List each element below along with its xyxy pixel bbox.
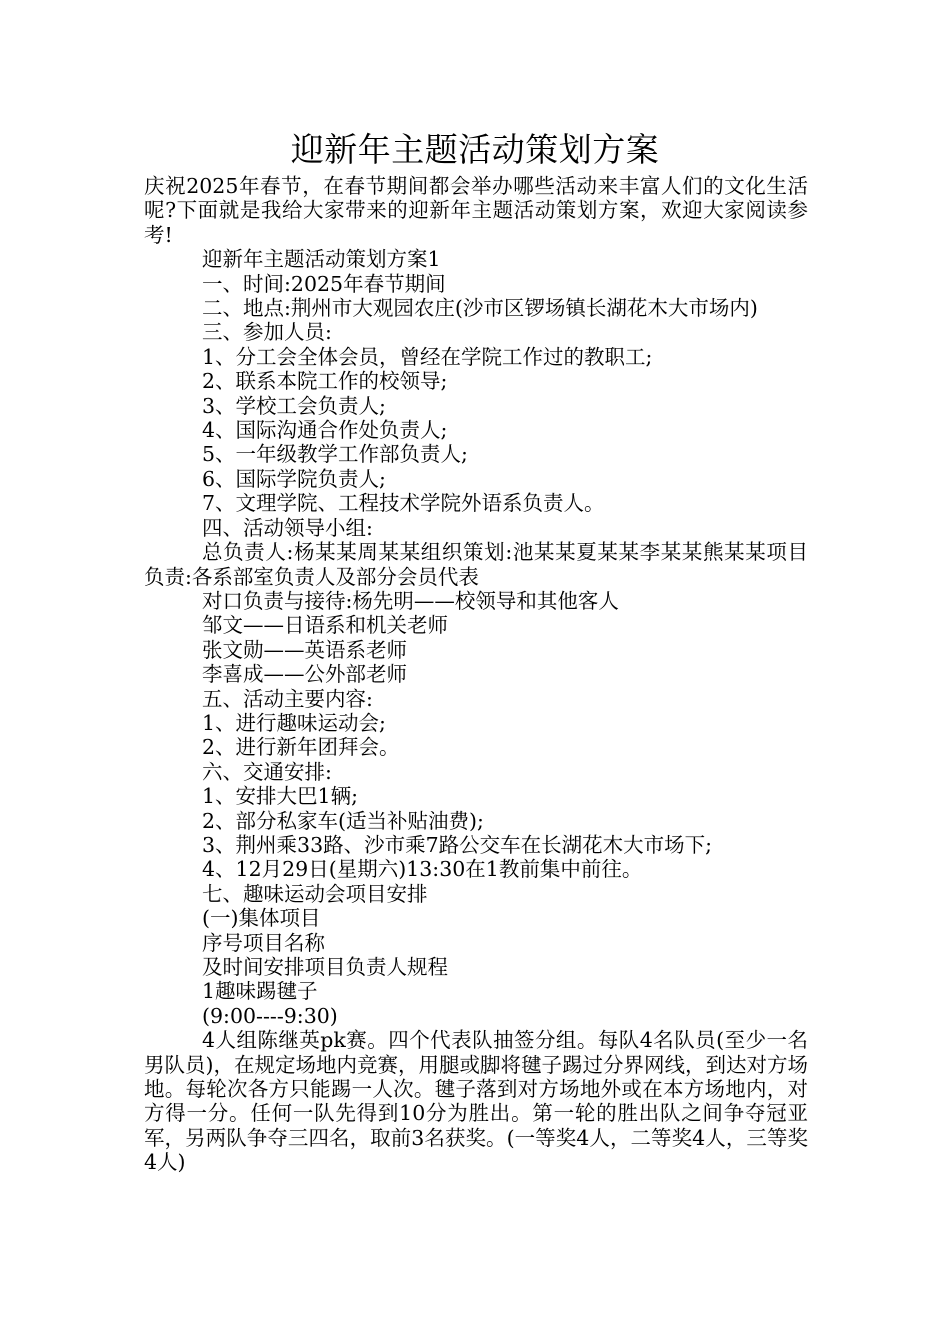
plan-heading: 迎新年主题活动策划方案1 [202, 247, 441, 272]
document-body [144, 174, 808, 1175]
list-item: 6、国际学院负责人; [202, 466, 386, 491]
list-item: 2、联系本院工作的校领导; [202, 369, 448, 394]
table-header-line: 序号项目名称 [202, 930, 325, 955]
game-item-name: 1趣味踢毽子 [202, 979, 318, 1004]
section-leadership: 四、活动领导小组: [202, 515, 373, 540]
section-content: 五、活动主要内容: [202, 686, 373, 711]
game-item-time: (9:00----9:30) [202, 1003, 338, 1028]
list-item: 5、一年级教学工作部负责人; [202, 442, 468, 467]
section-games: 七、趣味运动会项目安排 [202, 881, 428, 906]
list-item: 1、分工会全体会员，曾经在学院工作过的教职工; [202, 344, 653, 369]
list-item: 4、国际沟通合作处负责人; [202, 418, 448, 443]
section-transport: 六、交通安排: [202, 759, 332, 784]
section-location: 二、地点:荆州市大观园农庄(沙市区锣场镇长湖花木大市场内) [202, 296, 758, 321]
list-item: 1、进行趣味运动会; [202, 710, 386, 735]
table-header-line: 及时间安排项目负责人规程 [202, 955, 448, 979]
list-item: 7、文理学院、工程技术学院外语系负责人。 [202, 491, 605, 516]
list-item: 3、学校工会负责人; [202, 393, 386, 418]
reception-line: 李喜成——公外部老师 [202, 662, 407, 687]
reception-line: 对口负责与接待:杨先明——校领导和其他客人 [202, 588, 619, 613]
game-item-rules: 4人组陈继英pk赛。四个代表队抽签分组。每队4名队员(至少一名男队员)，在规定场地内竞赛，用腿或脚将毽子踢过分界网线，到达对方场地。每轮次各方只能踢一人次。毽子落到对方场地外或在本方场地内，对方得一分。任何一队先得到10分为胜出。第一轮的胜出队之间争夺冠亚军，另两队争夺三四名，取前3名获奖。(一等奖4人，二等奖4人，三等奖4人) [144, 1028, 808, 1175]
leadership-paragraph: 总负责人:杨某某周某某组织策划:池某某夏某某李某某熊某某项目负责:各系部室负责人及部分会员代表 [144, 540, 808, 589]
list-item: 1、安排大巴1辆; [202, 784, 358, 809]
list-item: 2、部分私家车(适当补贴油费); [202, 808, 484, 833]
intro-paragraph: 庆祝2025年春节，在春节期间都会举办哪些活动来丰富人们的文化生活呢?下面就是我给大家带来的迎新年主题活动策划方案，欢迎大家阅读参考! [144, 174, 808, 247]
section-participants: 三、参加人员: [202, 320, 332, 345]
reception-line: 邹文——日语系和机关老师 [202, 613, 448, 638]
subsection-group: (一)集体项目 [202, 906, 321, 931]
reception-line: 张文勋——英语系老师 [202, 637, 407, 662]
list-item: 4、12月29日(星期六)13:30在1教前集中前往。 [202, 857, 643, 882]
list-item: 2、进行新年团拜会。 [202, 735, 400, 760]
document-title: 迎新年主题活动策划方案 [290, 130, 660, 169]
section-time: 一、时间:2025年春节期间 [202, 271, 446, 296]
list-item: 3、荆州乘33路、沙市乘7路公交车在长湖花木大市场下; [202, 832, 713, 857]
